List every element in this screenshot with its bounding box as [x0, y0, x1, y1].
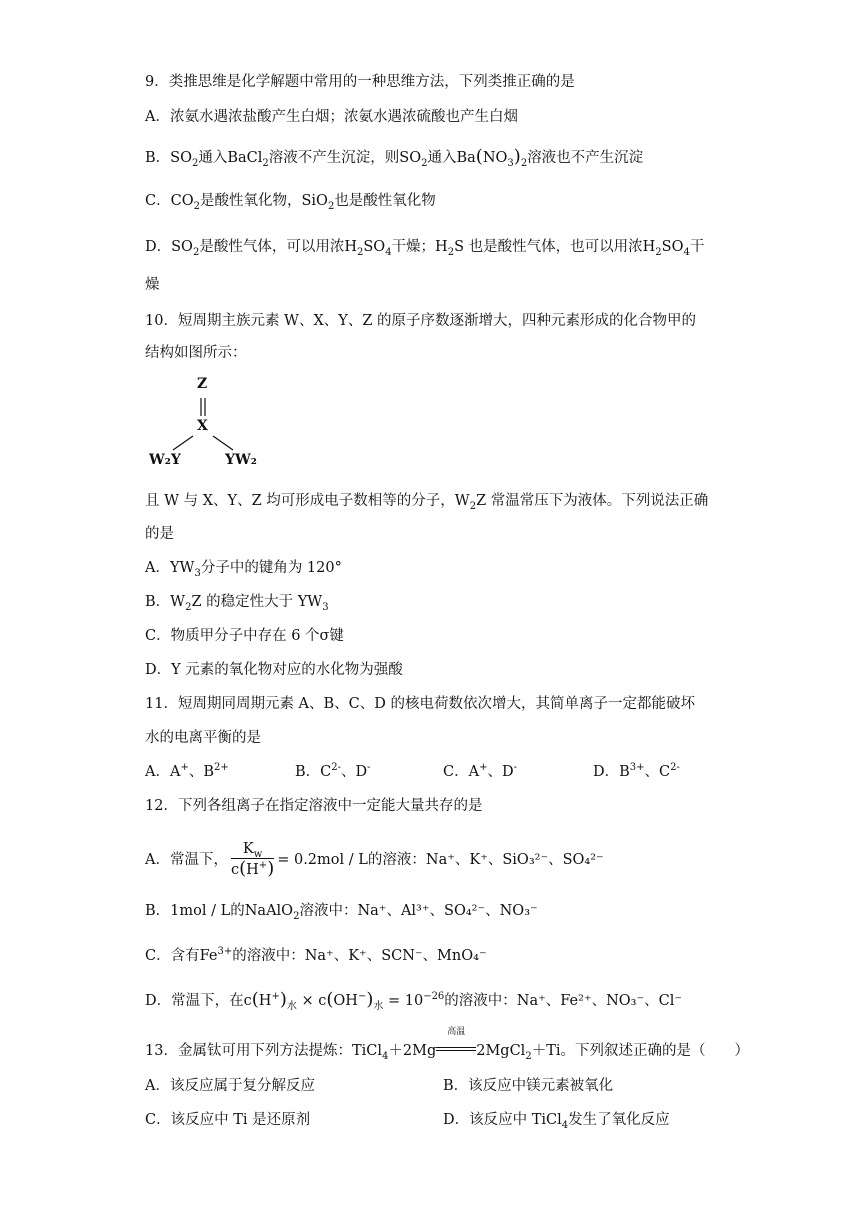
q12-option-c: C．含有$Fe^{3+}$的溶液中：Na⁺、K⁺、SCN⁻、MnO₄⁻: [145, 946, 487, 964]
q10-desc-line2: 的是: [145, 526, 174, 542]
q10-option-c: C．物质甲分子中存在 6 个σ键: [145, 628, 344, 644]
q13-option-a: A．该反应属于复分解反应: [145, 1078, 315, 1094]
q12-option-d: D．常温下，在$c(H^+)_水 \times c(OH^-)_水 = 10^{-26}$的溶液中：Na⁺、Fe²⁺、NO₃⁻、Cl⁻: [145, 989, 683, 1012]
q11-option-b: B．$C^{2-}$、D-: [295, 762, 371, 780]
q11-stem-line1: 11．短周期同周期元素 A、B、C、D 的核电荷数依次增大，其简单离子一定都能破坏: [145, 696, 696, 712]
q13-option-c: C．该反应中 Ti 是还原剂: [145, 1112, 311, 1128]
q13-option-d: D．该反应中 TiCl$_4$发生了氧化反应: [443, 1112, 670, 1131]
q13-option-b: B．该反应中镁元素被氧化: [443, 1078, 614, 1094]
q10-desc-line1: 且 W 与 X、Y、Z 均可形成电子数相等的分子，$W_2Z$ 常温常压下为液体。下列说法正确: [145, 493, 709, 512]
q11-option-c: C．A+、D-: [443, 762, 517, 780]
atom-x: X: [197, 418, 208, 434]
q11-option-a: A．A+、$B^{2+}$: [145, 762, 229, 780]
q11-option-d: D．$B^{3+}$、$C^{2-}$: [593, 762, 680, 780]
q10-stem-line2: 结构如图所示：: [145, 345, 247, 361]
q9-stem: 9．类推思维是化学解题中常用的一种思维方法，下列类推正确的是: [145, 74, 575, 90]
q9-option-c: C．$CO_2$是酸性氧化物，SiO$_2$也是酸性氧化物: [145, 193, 436, 212]
q10-stem-line1: 10．短周期主族元素 W、X、Y、Z 的原子序数逐渐增大，四种元素形成的化合物甲的: [145, 313, 697, 329]
group-w2y: W₂Y: [149, 452, 181, 468]
q12-stem: 12．下列各组离子在指定溶液中一定能大量共存的是: [145, 798, 483, 814]
q9-option-b: B．$SO_2$通入BaCl$_2$溶液不产生沉淀，则$SO_2$通入$Ba(NO_3)_2$溶液也不产生沉淀: [145, 146, 644, 169]
kw-fraction: $\frac{K_w}{c(H^+)}$: [230, 841, 275, 879]
q12-option-a: A．常温下， $\frac{K_w}{c(H^+)}$ = 0.2mol / L的溶液：Na⁺、K⁺、SiO₃²⁻、SO₄²⁻: [145, 841, 604, 879]
q10-option-b: B．$W_2Z$ 的稳定性大于 $YW_3$: [145, 594, 329, 613]
q13-stem: 13．金属钛可用下列方法提炼：TiCl$_4$＋2Mg 高温 2MgCl$_2$＋Ti。下列叙述正确的是（ ）: [145, 1027, 750, 1062]
atom-z: Z: [197, 376, 208, 392]
q9-option-d: D．$SO_2$是酸性气体，可以用浓$H_2SO_4$干燥；$H_2S$ 也是酸性气体，也可以用浓$H_2SO_4$干: [145, 239, 705, 258]
q9-option-d-cont: 燥: [145, 277, 160, 293]
q12-option-b: B．1mol / L的NaAlO$_2$溶液中：Na⁺、Al³⁺、SO₄²⁻、NO₃⁻: [145, 903, 538, 922]
q10-option-d: D．Y 元素的氧化物对应的水化物为强酸: [145, 662, 403, 678]
q11-stem-line2: 水的电离平衡的是: [145, 730, 261, 746]
reaction-condition: 高温: [436, 1041, 476, 1055]
q10-option-a: A．$YW_3$分子中的键角为 120°: [145, 560, 342, 579]
group-yw2: YW₂: [225, 452, 257, 468]
q9-option-a: A．浓氨水遇浓盐酸产生白烟；浓氨水遇浓硫酸也产生白烟: [145, 109, 518, 125]
structure-diagram: [145, 370, 275, 475]
